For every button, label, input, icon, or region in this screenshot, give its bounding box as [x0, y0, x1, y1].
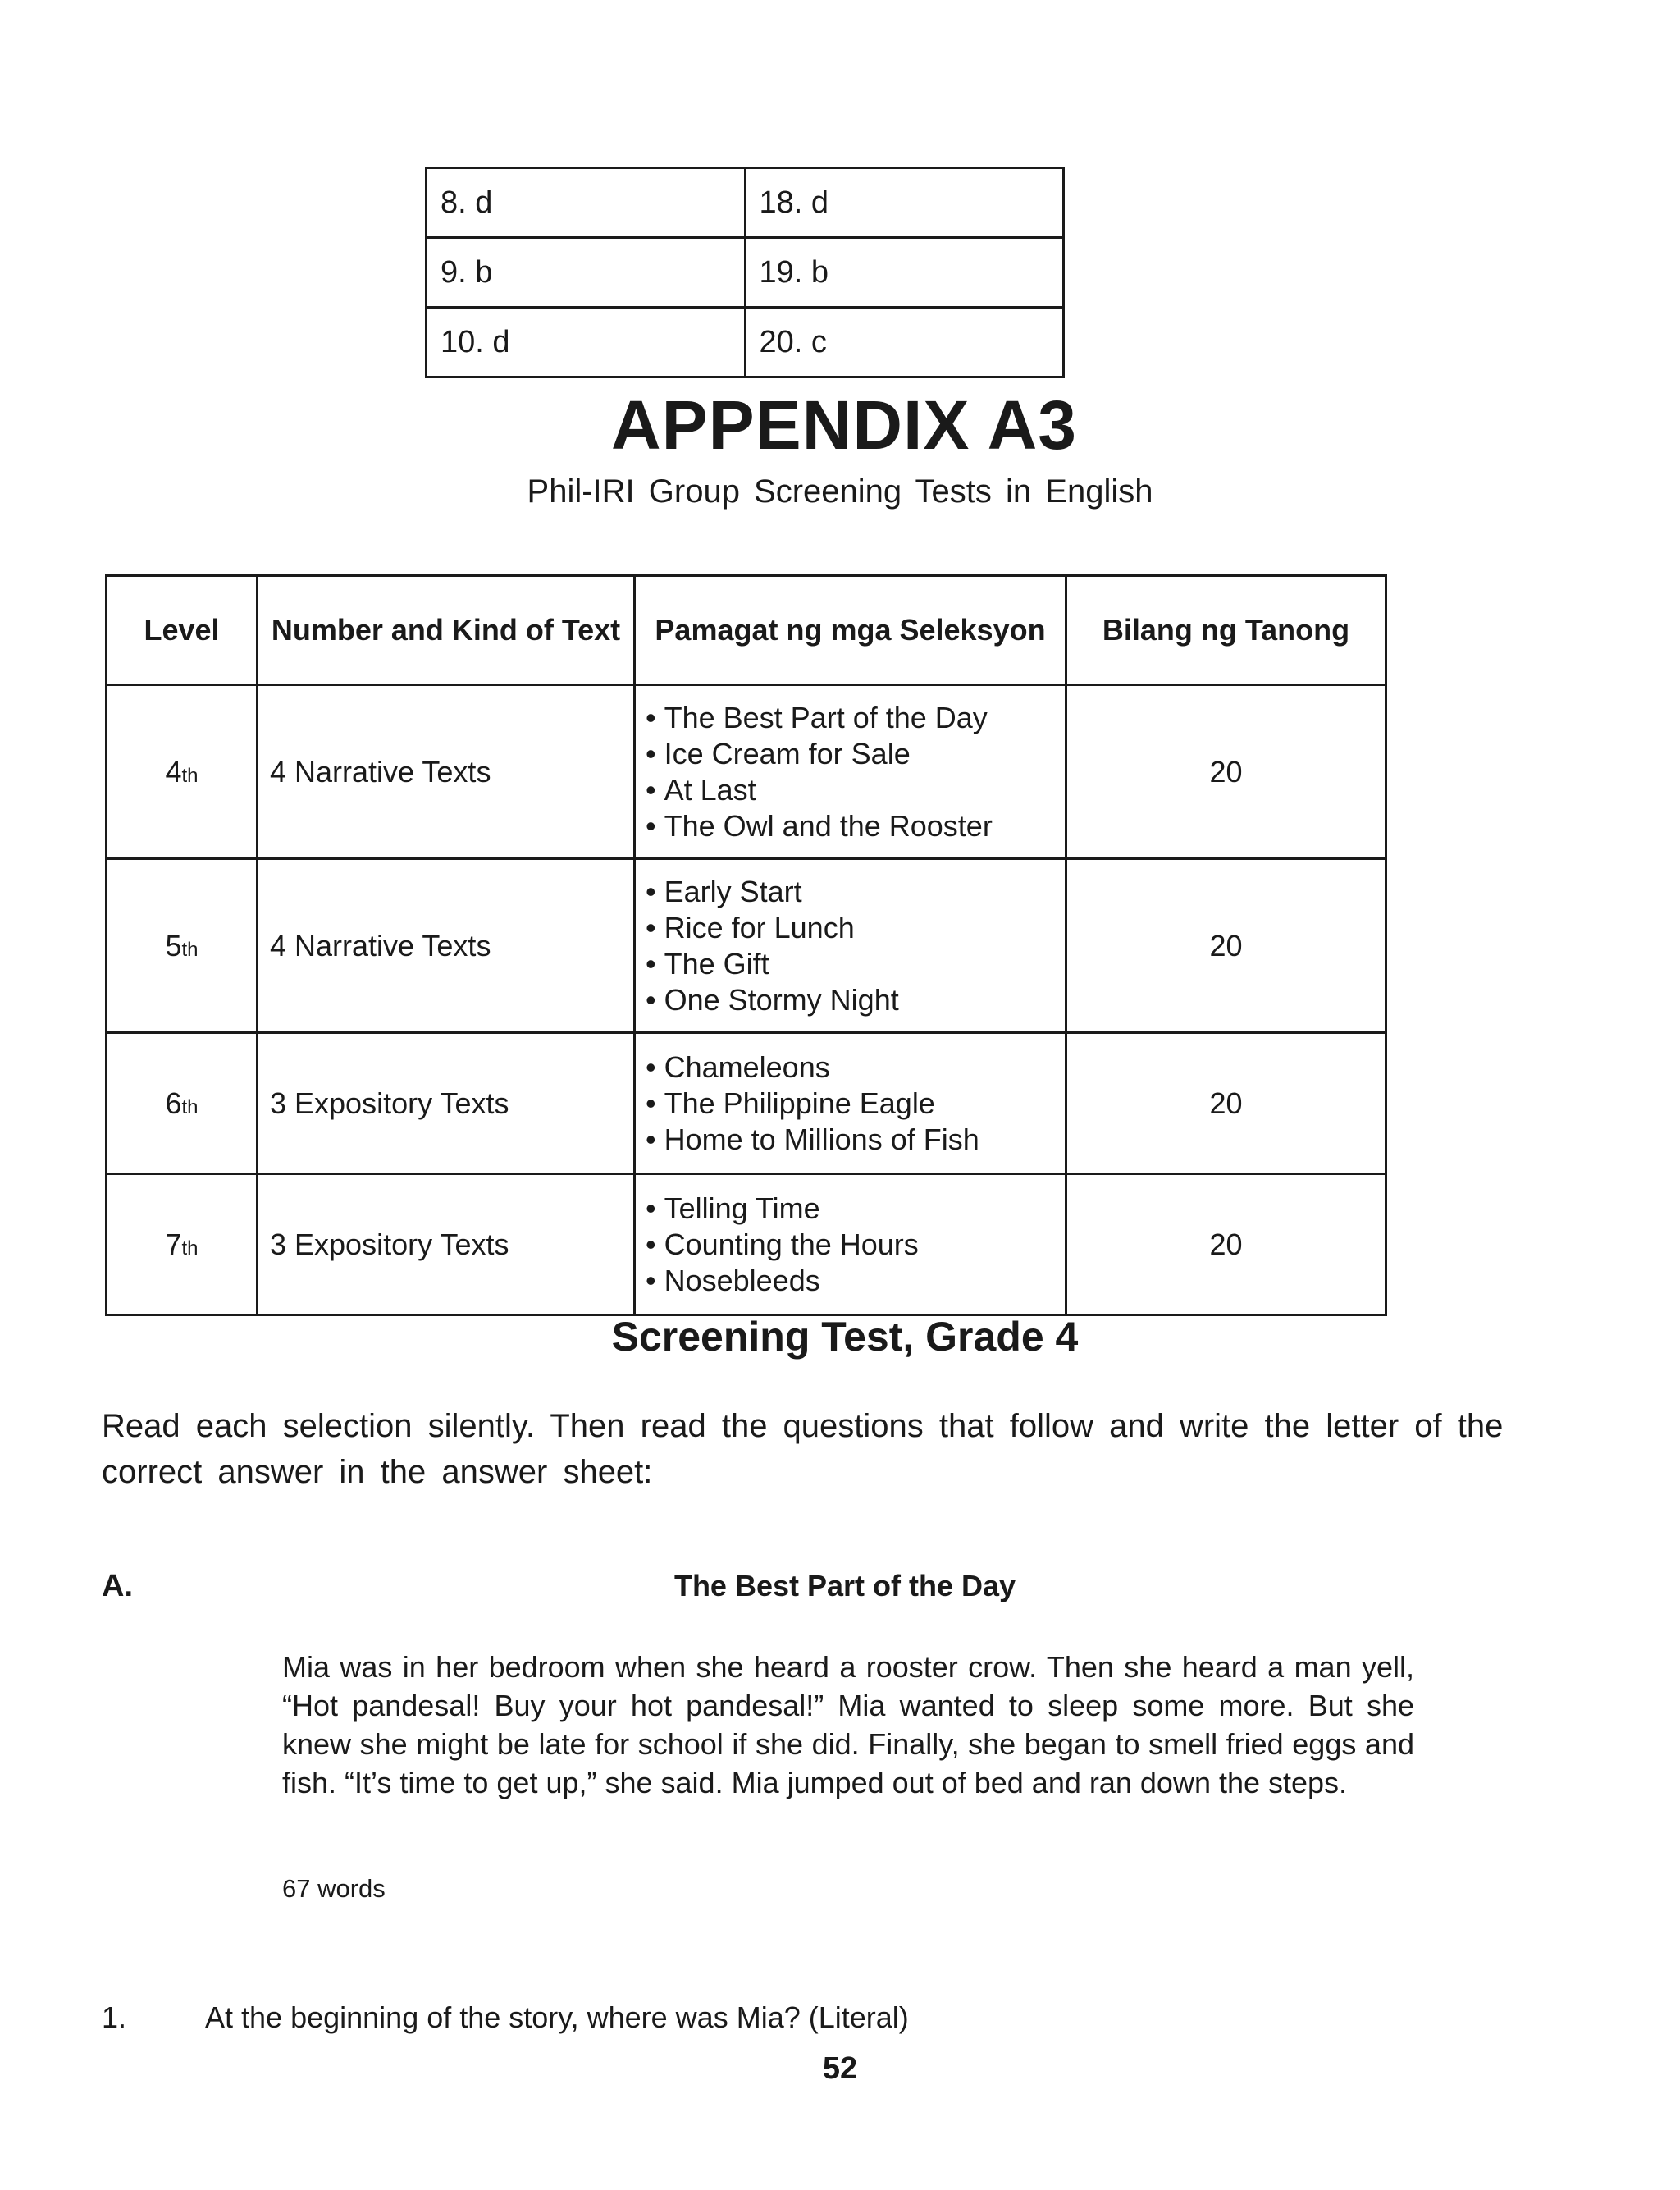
header-number-kind: Number and Kind of Text — [258, 576, 635, 685]
count-cell: 20 — [1066, 685, 1386, 859]
count-cell: 20 — [1066, 859, 1386, 1033]
passage-text: Mia was in her bedroom when she heard a rooster crow. Then she heard a man yell, “Hot pandesal! Buy your hot pandesal!” Mia wanted to sleep some more. But she knew she might be late for school if she did. Finally, she began to smell fried eggs and fish. “It’s time to get up,” she said. Mia jumped out of bed and ran down the steps. — [282, 1650, 1414, 1799]
appendix-title: APPENDIX A3 — [610, 386, 1078, 464]
kind-cell: 4 Narrative Texts — [258, 859, 635, 1033]
question-text: At the beginning of the story, where was Mia? (Literal) — [205, 2000, 909, 2034]
selection-item: • Home to Millions of Fish — [646, 1122, 1065, 1158]
header-question-count: Bilang ng Tanong — [1066, 576, 1386, 685]
answer-key-cell: 19. b — [745, 238, 1064, 308]
answer-key-cell: 8. d — [427, 168, 746, 238]
table-row — [107, 1033, 1386, 1174]
answer-key-row — [427, 168, 1064, 238]
selection-item: • One Stormy Night — [646, 982, 1065, 1018]
answer-key-cell: 10. d — [427, 308, 746, 377]
answer-key-row — [427, 308, 1064, 377]
selection-item: • The Owl and the Rooster — [646, 808, 1065, 844]
question-number: 1. — [102, 2000, 127, 2034]
answer-key-cell: 20. c — [745, 308, 1064, 377]
selection-item: • The Philippine Eagle — [646, 1086, 1065, 1122]
selections-cell — [635, 1174, 1066, 1315]
selection-item: • The Best Part of the Day — [646, 700, 1065, 736]
header-selections: Pamagat ng mga Seleksyon — [635, 576, 1066, 685]
level-cell: 4th — [107, 685, 258, 859]
table-header-row — [107, 576, 1386, 685]
answer-key-cell: 9. b — [427, 238, 746, 308]
answer-key-row — [427, 238, 1064, 308]
screening-tests-table — [105, 574, 1387, 1316]
selection-item: • The Gift — [646, 946, 1065, 982]
selections-cell — [635, 1033, 1066, 1174]
selection-item: • Early Start — [646, 874, 1065, 910]
story-title: The Best Part of the Day — [673, 1569, 1016, 1602]
answer-key-table — [425, 167, 1065, 378]
selection-item: • Chameleons — [646, 1049, 1065, 1086]
selection-item: • Nosebleeds — [646, 1263, 1065, 1299]
header-level: Level — [107, 576, 258, 685]
kind-cell: 3 Expository Texts — [258, 1033, 635, 1174]
page-number: 52 — [822, 2051, 858, 2086]
table-row — [107, 1174, 1386, 1315]
count-cell: 20 — [1066, 1033, 1386, 1174]
instructions: Read each selection silently. Then read the questions that follow and write the letter of the correct answer in the answer sheet: — [102, 1408, 1504, 1490]
kind-cell: 4 Narrative Texts — [258, 685, 635, 859]
table-row — [107, 859, 1386, 1033]
table-row — [107, 685, 1386, 859]
selection-item: • At Last — [646, 772, 1065, 808]
selection-item: • Counting the Hours — [646, 1227, 1065, 1263]
selection-item: • Telling Time — [646, 1191, 1065, 1227]
appendix-subtitle: Phil-IRI Group Screening Tests in English — [527, 473, 1153, 510]
count-cell: 20 — [1066, 1174, 1386, 1315]
level-cell: 6th — [107, 1033, 258, 1174]
selection-item: • Rice for Lunch — [646, 910, 1065, 946]
answer-key-cell: 18. d — [745, 168, 1064, 238]
level-cell: 5th — [107, 859, 258, 1033]
selection-item: • Ice Cream for Sale — [646, 736, 1065, 772]
selections-cell — [635, 859, 1066, 1033]
kind-cell: 3 Expository Texts — [258, 1174, 635, 1315]
section-letter: A. — [102, 1569, 133, 1603]
section-title: Screening Test, Grade 4 — [611, 1314, 1079, 1360]
level-cell: 7th — [107, 1174, 258, 1315]
selections-cell — [635, 685, 1066, 859]
word-count: 67 words — [282, 1874, 386, 1903]
